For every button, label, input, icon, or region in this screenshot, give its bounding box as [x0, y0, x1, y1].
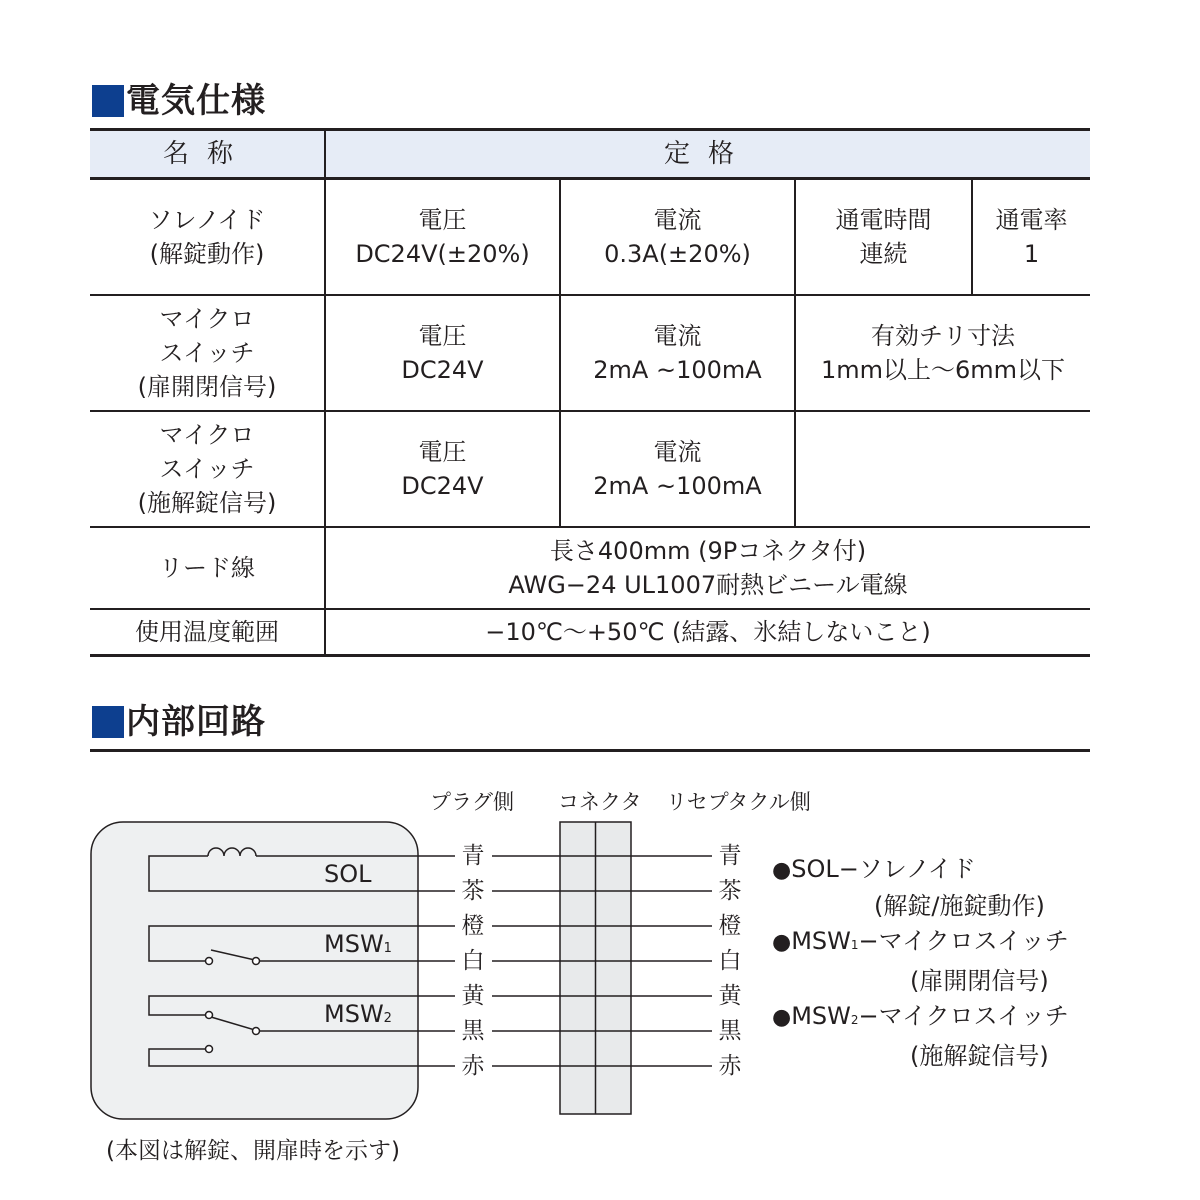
header-name: 名称 [90, 130, 325, 179]
bullet-icon: ● [772, 858, 792, 883]
energize-time-label: 通電時間 [835, 206, 932, 234]
energize-time-value: 連続 [859, 240, 908, 268]
header-rating: 定格 [325, 130, 1090, 179]
msw2-base: MSW [324, 1000, 384, 1028]
msw-lock-name-2: スイッチ [159, 455, 255, 483]
receptacle-side-label: リセプタクル側 [666, 790, 811, 814]
plug-wire-black: 黒 [461, 1018, 485, 1044]
msw-lock-name-3: (施解錠信号) [137, 489, 277, 517]
connector-label: コネクタ [558, 790, 642, 814]
cell-temp-value: −10℃～+50℃ (結露、氷結しないこと) [325, 609, 1090, 656]
msw-door-name-3: (扉開閉信号) [137, 373, 277, 401]
plug-wire-brown: 茶 [461, 878, 485, 904]
legend-msw1 [772, 924, 1069, 964]
voltage-label: 電圧 [418, 322, 467, 350]
legend-msw1-note: (扉開閉信号) [910, 966, 1049, 995]
legend-msw2-note: (施解錠信号) [910, 1041, 1049, 1070]
legend-msw2-prefix: MSW [791, 1002, 851, 1030]
circuit-legend [772, 852, 1069, 1074]
electrical-spec-title-text: 電気仕様 [126, 81, 266, 121]
duty-label: 通電率 [995, 206, 1068, 234]
internal-circuit-title-text: 内部回路 [126, 702, 266, 742]
current-value: 2mA ~100mA [593, 472, 762, 500]
voltage-value: DC24V [401, 472, 484, 500]
plug-wire-white: 白 [461, 948, 485, 974]
plug-wire-red: 赤 [461, 1053, 485, 1079]
legend-msw1-prefix: MSW [791, 927, 851, 955]
receptacle-wire-red: 赤 [718, 1053, 742, 1079]
receptacle-wire-black: 黒 [718, 1018, 742, 1044]
msw-lock-name-1: マイクロ [159, 421, 255, 449]
gap-value: 1mm以上～6mm以下 [820, 356, 1066, 384]
receptacle-wire-blue: 青 [718, 843, 742, 869]
lead-length: 長さ400mm (9Pコネクタ付) [549, 537, 867, 565]
cell-lead-name: リード線 [90, 527, 325, 609]
receptacle-wire-brown: 茶 [718, 878, 742, 904]
solenoid-name: ソレノイド [148, 206, 266, 234]
voltage-value: DC24V(±20%) [355, 240, 530, 268]
current-value: 0.3A(±20%) [604, 240, 751, 268]
voltage-label: 電圧 [418, 206, 467, 234]
msw1-label [324, 932, 392, 956]
legend-sol-note: (解錠/施錠動作) [874, 891, 1045, 920]
legend-msw1-desc: −マイクロスイッチ [858, 927, 1069, 955]
gap-label: 有効チリ寸法 [871, 322, 1015, 350]
receptacle-wire-white: 白 [718, 948, 742, 974]
receptacle-wire-yellow: 黄 [718, 983, 742, 1009]
legend-sol [772, 852, 1069, 889]
msw-door-name-2: スイッチ [159, 339, 255, 367]
voltage-label: 電圧 [418, 438, 467, 466]
bullet-icon: ● [772, 1005, 792, 1030]
msw2-sub: 2 [383, 1011, 392, 1026]
voltage-value: DC24V [401, 356, 484, 384]
plug-wire-orange: 橙 [461, 913, 485, 939]
legend-sol-text: SOL−ソレノイド [791, 855, 976, 883]
plug-wire-yellow: 黄 [461, 983, 485, 1009]
plug-wire-blue: 青 [461, 843, 485, 869]
current-value: 2mA ~100mA [593, 356, 762, 384]
current-label: 電流 [653, 206, 702, 234]
current-label: 電流 [653, 438, 702, 466]
legend-msw2 [772, 999, 1069, 1039]
msw1-sub: 1 [383, 941, 392, 956]
plug-side-label: プラグ側 [430, 790, 514, 814]
sol-label: SOL [324, 860, 372, 888]
msw2-label [324, 1002, 392, 1026]
msw-door-name-1: マイクロ [159, 305, 255, 333]
legend-msw2-desc: −マイクロスイッチ [858, 1002, 1069, 1030]
legend-msw2-sub: 2 [850, 1013, 859, 1027]
receptacle-wire-orange: 橙 [718, 913, 742, 939]
current-label: 電流 [653, 322, 702, 350]
lead-spec: AWG−24 UL1007耐熱ビニール電線 [508, 571, 908, 599]
cell-temp-name: 使用温度範囲 [90, 609, 325, 656]
diagram-note: (本図は解錠、開扉時を示す) [106, 1138, 400, 1164]
duty-value: 1 [1023, 240, 1040, 268]
solenoid-name-note: (解錠動作) [149, 240, 265, 268]
legend-msw1-sub: 1 [850, 938, 859, 952]
msw1-base: MSW [324, 930, 384, 958]
bullet-icon: ● [772, 930, 792, 955]
